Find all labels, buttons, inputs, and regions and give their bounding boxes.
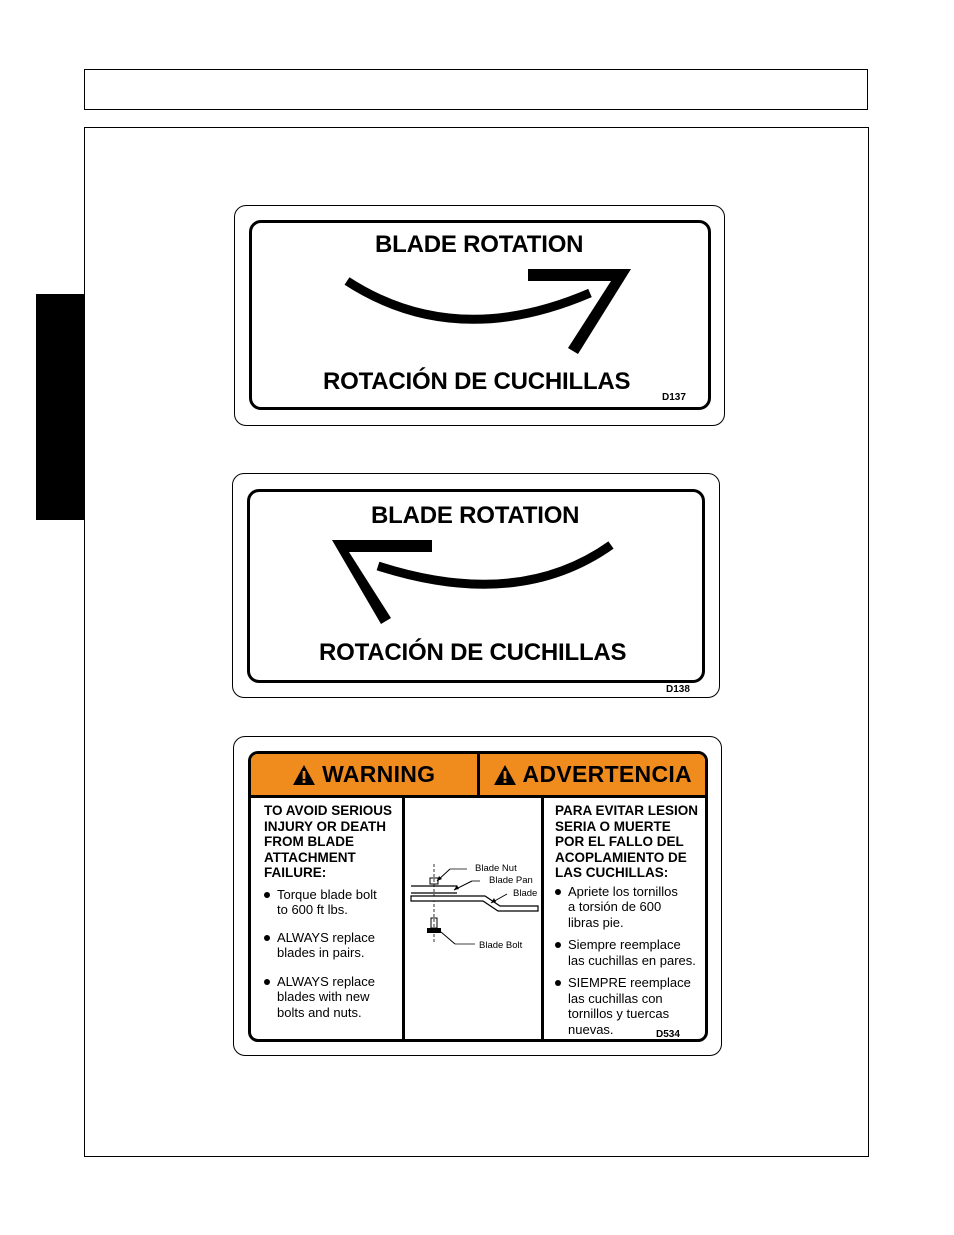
label-blade-nut: Blade Nut <box>475 863 517 874</box>
warning-spanish-column <box>555 803 708 1037</box>
bullet-line: Siempre reemplace <box>568 937 681 952</box>
bullet-line: nuevas. <box>568 1021 614 1037</box>
warning-english-column <box>264 803 402 1020</box>
decal-d137-title-en: BLADE ROTATION <box>375 231 584 258</box>
decal-d137 <box>234 205 725 426</box>
spanish-lead-line: POR EL FALLO DEL <box>555 834 684 849</box>
spanish-lead-line: PARA EVITAR LESION <box>555 803 699 818</box>
english-lead-line: ATTACHMENT <box>264 849 356 865</box>
spanish-lead <box>555 803 708 881</box>
english-bullets <box>264 887 402 1021</box>
english-bullet <box>264 887 402 918</box>
warning-header-es <box>480 754 706 795</box>
bullet-line: a torsión de 600 <box>568 899 662 914</box>
decal-d137-code: D137 <box>662 392 686 403</box>
bullet-line: to 600 ft lbs. <box>277 902 348 917</box>
spanish-bullet <box>555 975 708 1037</box>
decal-d534-code: D534 <box>656 1029 680 1040</box>
warning-triangle-icon <box>493 764 517 786</box>
bullet-line: ALWAYS replace <box>277 973 376 989</box>
decal-d138-title-es: ROTACIÓN DE CUCHILLAS <box>319 639 627 666</box>
label-blade-bolt: Blade Bolt <box>479 940 523 951</box>
bullet-line: blades in pairs. <box>277 945 365 960</box>
bullet-line: blades with new <box>277 989 370 1004</box>
bullet-line: libras pie. <box>568 914 624 930</box>
english-lead-line: FROM BLADE <box>264 834 354 849</box>
label-blade-pan: Blade Pan <box>489 875 533 886</box>
decal-d138 <box>232 473 720 698</box>
warning-header-en-text: WARNING <box>322 761 436 787</box>
warning-triangle-icon <box>292 764 316 786</box>
english-bullet <box>264 930 402 961</box>
english-lead-line: INJURY OR DEATH <box>264 818 387 834</box>
rotation-arrow-right-icon <box>335 261 635 361</box>
spanish-lead-line: ACOPLAMIENTO DE <box>555 849 687 865</box>
rotation-arrow-left-icon <box>328 536 628 631</box>
section-side-tab <box>36 294 84 520</box>
warning-header-es-text: ADVERTENCIA <box>522 761 692 787</box>
decal-d534 <box>233 736 722 1056</box>
bullet-line: bolts and nuts. <box>277 1004 362 1020</box>
english-lead-line: TO AVOID SERIOUS <box>264 803 393 818</box>
decal-d138-title-en: BLADE ROTATION <box>371 502 580 529</box>
bullet-line: las cuchillas en pares. <box>568 952 696 968</box>
bullet-line: las cuchillas con <box>568 990 663 1006</box>
bullet-line: SIEMPRE reemplace <box>568 975 691 990</box>
english-lead <box>264 803 402 881</box>
label-blade: Blade <box>513 888 538 899</box>
page-header-box <box>84 69 868 110</box>
decal-d534-inner-border <box>248 751 708 1042</box>
bullet-line: Torque blade bolt <box>277 886 377 902</box>
spanish-bullet <box>555 937 708 968</box>
warning-header <box>251 754 705 798</box>
bullet-line: ALWAYS replace <box>277 929 376 945</box>
bullet-line: tornillos y tuercas <box>568 1006 670 1021</box>
column-divider-right <box>541 798 544 1042</box>
warning-header-en <box>251 754 477 795</box>
spanish-bullets <box>555 884 708 1038</box>
english-bullet <box>264 974 402 1021</box>
spanish-lead-line: SERIA O MUERTE <box>555 818 671 834</box>
spanish-lead-line: LAS CUCHILLAS: <box>555 865 669 880</box>
spanish-bullet <box>555 884 708 931</box>
bullet-line: Apriete los tornillos <box>568 883 678 899</box>
decal-d137-title-es: ROTACIÓN DE CUCHILLAS <box>323 368 631 395</box>
english-lead-line: FAILURE: <box>264 865 327 880</box>
decal-d138-code: D138 <box>666 684 690 695</box>
